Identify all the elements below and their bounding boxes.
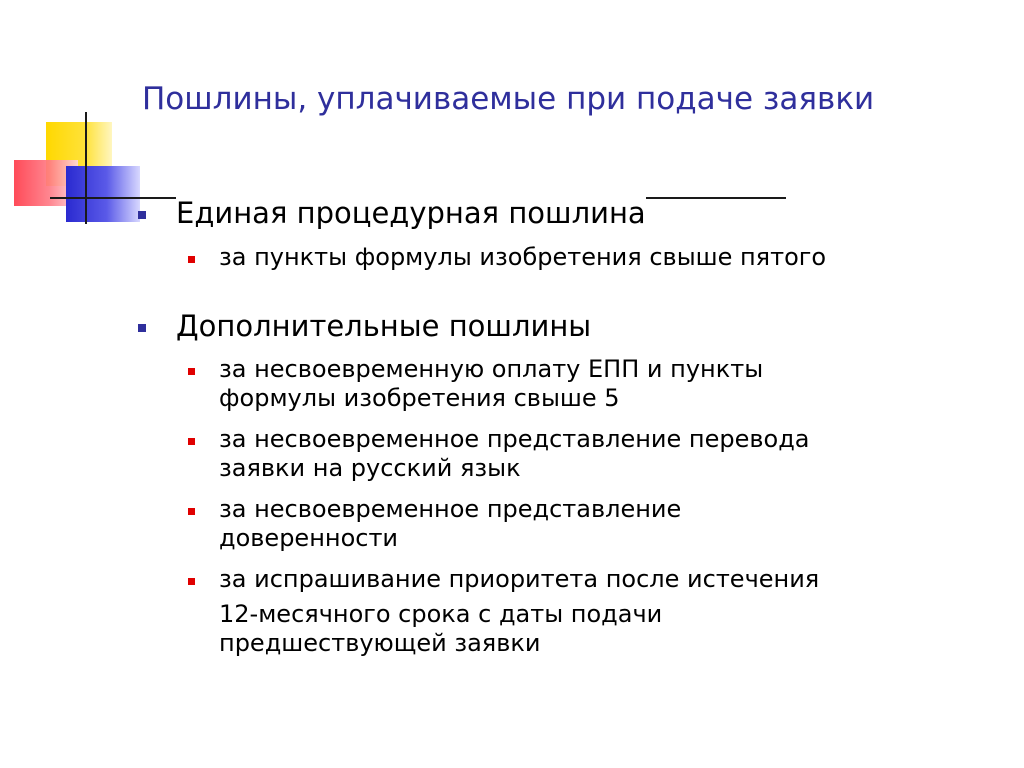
- list-item: [219, 243, 999, 272]
- item-line: за несвоевременную оплату ЕПП и пункты: [219, 355, 764, 383]
- section-bullet: [138, 211, 146, 219]
- item-line: за несвоевременное представление: [219, 495, 682, 523]
- logo-blue-square: [66, 166, 140, 222]
- item-line: за пункты формулы изобретения свыше пятого: [219, 243, 827, 271]
- item-line: за несвоевременное представление перевода: [219, 425, 810, 453]
- item-line: заявки на русский язык: [219, 454, 521, 482]
- item-line: 12-месячного срока с даты подачи: [219, 600, 663, 628]
- slide-title: Пошлины, уплачиваемые при подаче заявки: [142, 81, 875, 117]
- item-line: предшествующей заявки: [219, 629, 541, 657]
- list-item: [219, 495, 999, 553]
- item-bullet: [188, 256, 195, 263]
- section-bullet: [138, 324, 146, 332]
- item-bullet: [188, 578, 195, 585]
- item-bullet: [188, 438, 195, 445]
- item-line: формулы изобретения свыше 5: [219, 384, 620, 412]
- item-line: за испрашивание приоритета после истечения: [219, 565, 820, 593]
- section-heading: Единая процедурная пошлина: [176, 196, 646, 230]
- list-item: [219, 425, 999, 483]
- list-item: [219, 355, 999, 413]
- item-line: доверенности: [219, 524, 399, 552]
- logo-vertical-line: [85, 112, 87, 224]
- list-item: [219, 565, 999, 658]
- section-heading: Дополнительные пошлины: [176, 309, 592, 343]
- item-bullet: [188, 508, 195, 515]
- item-bullet: [188, 368, 195, 375]
